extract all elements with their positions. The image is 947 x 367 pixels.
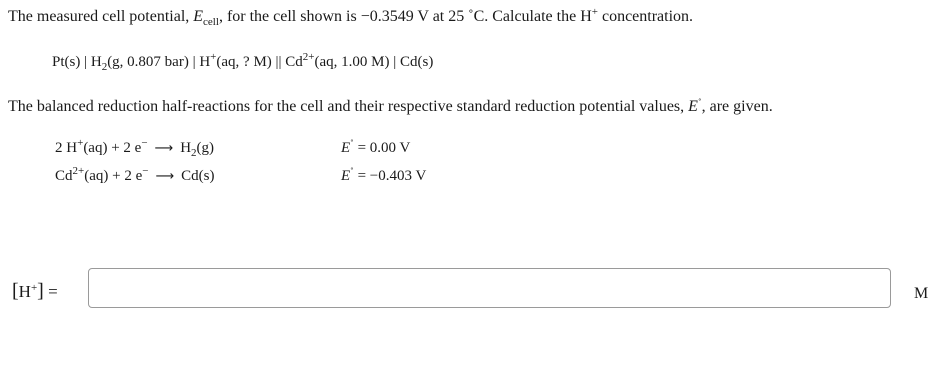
standard-potential-cadmium: E˚ = −0.403 V xyxy=(341,166,427,184)
hydrogen-concentration-input[interactable] xyxy=(88,268,891,308)
unit-label: M xyxy=(914,285,929,302)
half-reactions-intro: The balanced reduction half-reactions for the cell and their respective standard reduction potential values, E˚, are given. xyxy=(8,97,773,115)
cell-notation: Pt(s) | $H_2(g$, 0.807 bar) | H+(aq, ? M) || $Cd^{2+}(aq$, 1.00 M) | Cd(s) xyxy=(52,51,434,73)
question-intro: The measured cell potential, $E_{cell}$, for the cell shown is −0.3549 V at 25 ˚C. Calculate the H+ concentration. xyxy=(8,6,694,28)
reaction-arrow-icon: ⟶ xyxy=(154,141,174,156)
reaction-arrow-icon: ⟶ xyxy=(155,169,175,184)
standard-potential-hydrogen: E˚ = 0.00 V xyxy=(341,138,411,156)
half-reaction-cadmium: $Cd^{2+}(aq) + 2$ e− ⟶ Cd(s) xyxy=(55,166,214,187)
ecell-symbol: E xyxy=(193,8,204,25)
answer-label: [H+] = xyxy=(12,280,58,302)
half-reaction-hydrogen: 2 H+(aq) + 2 e− ⟶ $H_2(g)$ xyxy=(55,137,215,159)
